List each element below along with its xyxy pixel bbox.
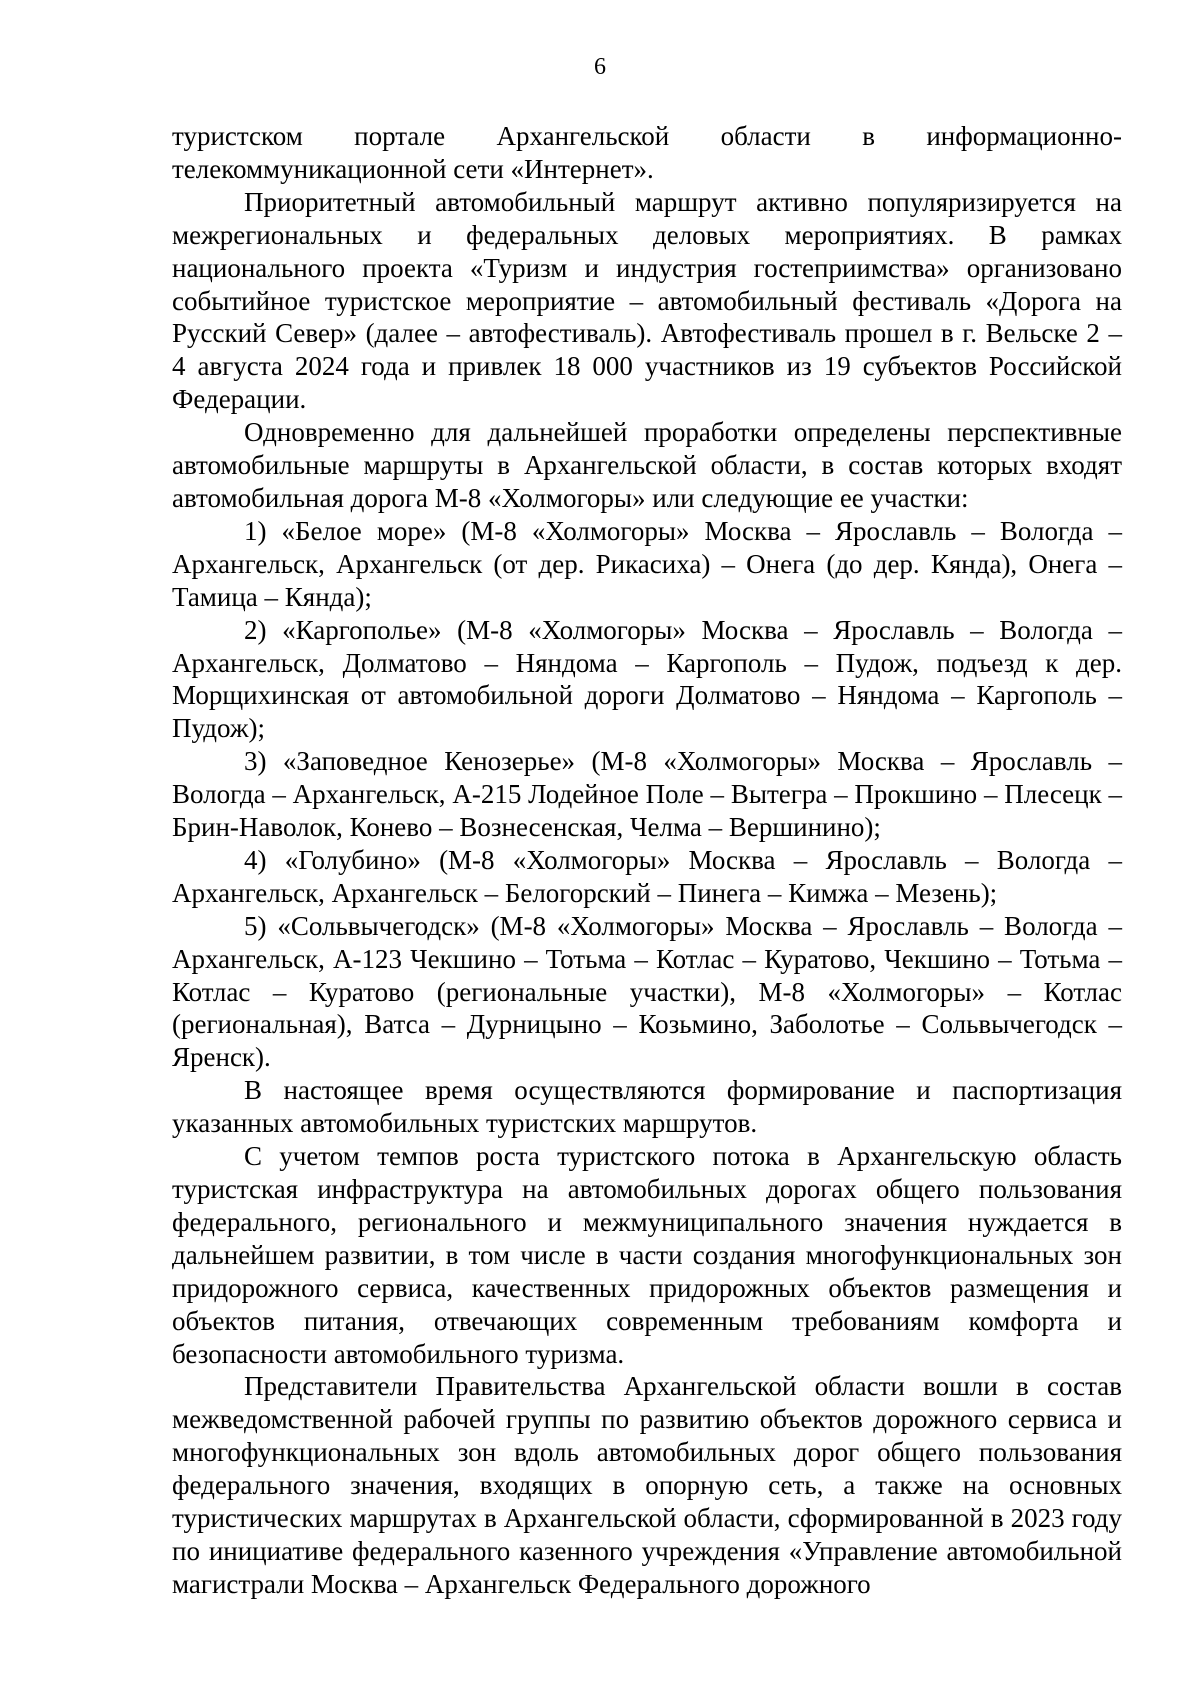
paragraph-festival: Приоритетный автомобильный маршрут активно популяризируется на межрегиональных и федеральных деловых мероприятиях. В рамках национального проекта «Туризм и индустрия гостеприимства» организовано событийное туристское мероприятие – автомобильный фестиваль «Дорога на Русский Север» (далее – автофестиваль). Автофестиваль прошел в г. Вельске 2 – 4 августа 2024 года и привлек 18 000 участников из 19 субъектов Российской Федерации. <box>172 186 1122 415</box>
paragraph-infrastructure: С учетом темпов роста туристского потока в Архангельскую область туристская инфраструктура на автомобильных дорогах общего пользования федерального, регионального и межмуниципального значения нуждается в дальнейшем развитии, в том числе в части создания многофункциональных зон придорожного сервиса, качественных придорожных объектов размещения и объектов питания, отвечающих современным требованиям комфорта и безопасности автомобильного туризма. <box>172 1141 1122 1369</box>
document-body <box>172 120 1122 1601</box>
route-item-kenozerye: 3) «Заповедное Кенозерье» (М-8 «Холмогоры» Москва – Ярославль – Вологда – Архангельск, А-215 Лодейное Поле – Вытегра – Прокшино – Плесецк – Брин-Наволок, Конево – Вознесенская, Челма – Вершинино); <box>172 746 1122 843</box>
paragraph-working-group: Представители Правительства Архангельской области вошли в состав межведомственной рабочей группы по развитию объектов дорожного сервиса и многофункциональных зон вдоль автомобильных дорог общего пользования федерального значения, входящих в опорную сеть, а также на основных туристических маршрутах в Архангельской области, сформированной в 2023 году по инициативе федерального казенного учреждения «Управление автомобильной магистрали Москва – Архангельск Федерального дорожного <box>172 1371 1122 1599</box>
route-item-beloe-more: 1) «Белое море» (М-8 «Холмогоры» Москва – Ярославль – Вологда – Архангельск, Архангельск (от дер. Рикасиха) – Онега (до дер. Кянда), Онега – Тамица – Кянда); <box>172 515 1122 612</box>
route-item-solvychegodsk: 5) «Сольвычегодск» (М-8 «Холмогоры» Москва – Ярославль – Вологда – Архангельск, А-123 Чекшино – Тотьма – Котлас – Куратово, Чекшино – Тотьма – Котлас – Куратово (региональные участки), М-8 «Холмогоры» – Котлас (региональная), Ватса – Дурницыно – Козьмино, Заболотье – Сольвычегодск – Яренск). <box>172 910 1122 1073</box>
route-item-kargopolye: 2) «Каргополье» (М-8 «Холмогоры» Москва – Ярославль – Вологда – Архангельск, Долматово – Няндома – Каргополь – Пудож, подъезд к дер. Морщихинская от автомобильной дороги Долматово – Няндома – Каргополь – Пудож); <box>172 614 1122 744</box>
route-item-golubino: 4) «Голубино» (М-8 «Холмогоры» Москва – Ярославль – Вологда – Архангельск, Архангельск – Белогорский – Пинега – Кимжа – Мезень); <box>172 844 1122 908</box>
paragraph-continuation: туристском портале Архангельской области в информационно-телекоммуникационной сети «Интернет». <box>172 121 1122 184</box>
paragraph-routes-intro: Одновременно для дальнейшей проработки определены перспективные автомобильные маршруты в Архангельской области, в состав которых входят автомобильная дорога М-8 «Холмогоры» или следующие ее участки: <box>172 417 1122 513</box>
page-number: 6 <box>594 54 606 80</box>
paragraph-certification: В настоящее время осуществляются формирование и паспортизация указанных автомобильных туристских маршрутов. <box>172 1075 1122 1139</box>
